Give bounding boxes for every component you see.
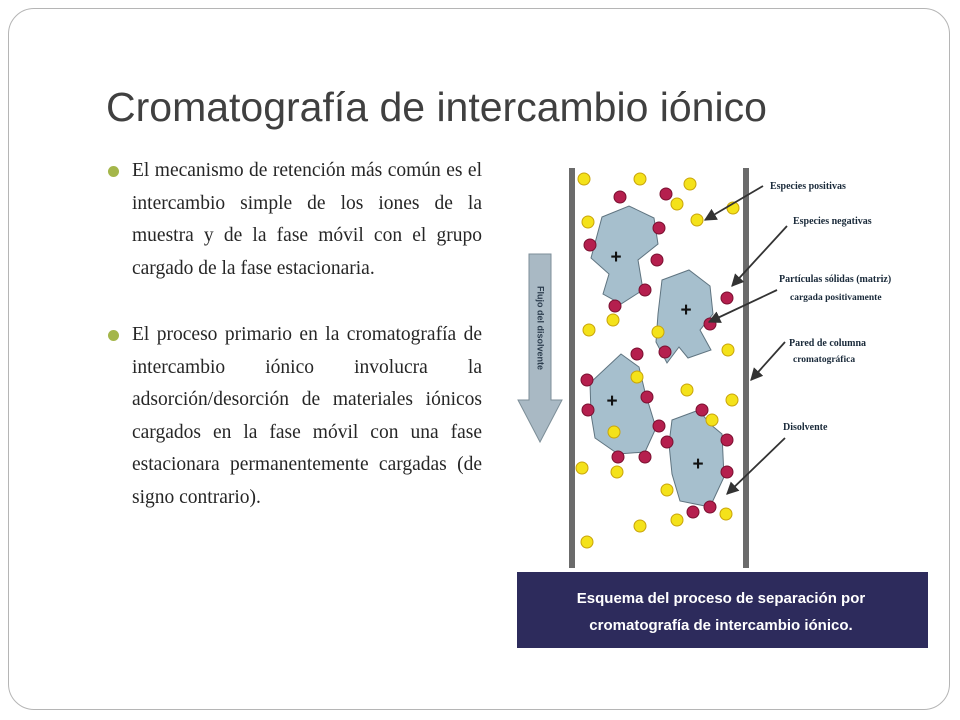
positive-ion — [578, 173, 590, 185]
positive-ion — [720, 508, 732, 520]
label-column-wall: Pared de columna — [789, 338, 867, 349]
positive-ion — [691, 214, 703, 226]
positive-ion — [608, 426, 620, 438]
column-wall-right — [743, 168, 749, 568]
negative-ion — [653, 420, 665, 432]
positive-ion — [661, 484, 673, 496]
caption-line-1: Esquema del proceso de separación por — [576, 590, 866, 607]
positive-ion — [634, 173, 646, 185]
positive-ion — [671, 198, 683, 210]
negative-ion — [614, 191, 626, 203]
negative-ion — [639, 284, 651, 296]
particle-sign: + — [610, 247, 622, 268]
particle-sign: + — [606, 391, 618, 412]
caption-line-2: cromatografía de intercambio iónico. — [589, 617, 853, 634]
label-positive-species: Especies positivas — [770, 181, 846, 192]
positive-ion — [681, 384, 693, 396]
label-column-wall-type: cromatográfica — [793, 355, 856, 365]
positive-ion — [611, 466, 623, 478]
positive-ion — [671, 514, 683, 526]
bullet-dot-icon — [108, 166, 119, 177]
negative-ion — [581, 374, 593, 386]
negative-ion — [609, 300, 621, 312]
negative-ion — [639, 451, 651, 463]
negative-ion — [659, 346, 671, 358]
negative-ion — [612, 451, 624, 463]
label-solid-particles-charge: cargada positivamente — [790, 293, 882, 303]
negative-ion — [651, 254, 663, 266]
bullet-item — [108, 155, 482, 285]
label-solid-particles: Partículas sólidas (matriz) — [779, 274, 892, 285]
positive-ion — [706, 414, 718, 426]
diagram-svg — [517, 162, 928, 648]
ion-exchange-diagram — [517, 162, 928, 648]
label-solvent: Disolvente — [783, 422, 828, 433]
negative-ion — [584, 239, 596, 251]
negative-ion — [687, 506, 699, 518]
slide-title: Cromatografía de intercambio iónico — [106, 84, 767, 130]
negative-ion — [582, 404, 594, 416]
negative-ion — [721, 434, 733, 446]
positive-ion — [582, 216, 594, 228]
positive-ion — [684, 178, 696, 190]
positive-ion — [722, 344, 734, 356]
positive-ion — [581, 536, 593, 548]
bullet-dot-icon — [108, 330, 119, 341]
negative-ion — [696, 404, 708, 416]
positive-ion — [583, 324, 595, 336]
negative-ion — [704, 501, 716, 513]
negative-ion — [721, 466, 733, 478]
particle-sign: + — [680, 300, 692, 321]
positive-ion — [634, 520, 646, 532]
bullet-text: El proceso primario en la cromatografía de intercambio iónico involucra la adsorción/desorción de materiales iónicos cargados en la fase móvil con una fase estacionara permanentemente cargadas (de signo contrario). — [132, 324, 482, 508]
negative-ion — [660, 188, 672, 200]
negative-ion — [641, 391, 653, 403]
caption-band — [517, 572, 928, 648]
positive-ion — [726, 394, 738, 406]
positive-ion — [576, 462, 588, 474]
negative-ion — [631, 348, 643, 360]
positive-ion — [631, 371, 643, 383]
negative-ion — [653, 222, 665, 234]
negative-ion — [661, 436, 673, 448]
bullet-list — [108, 155, 482, 514]
solvent-flow-label: Flujo del disolvente — [535, 285, 546, 371]
negative-ion — [721, 292, 733, 304]
bullet-text: El mecanismo de retención más común es el intercambio simple de los iones de la muestra y de la fase móvil con el grupo cargado de la fase estacionaria. — [132, 160, 482, 279]
particle-sign: + — [692, 454, 704, 475]
positive-ion — [607, 314, 619, 326]
column-wall-left — [569, 168, 575, 568]
label-negative-species: Especies negativas — [793, 216, 872, 227]
bullet-item — [108, 319, 482, 514]
positive-ion — [652, 326, 664, 338]
